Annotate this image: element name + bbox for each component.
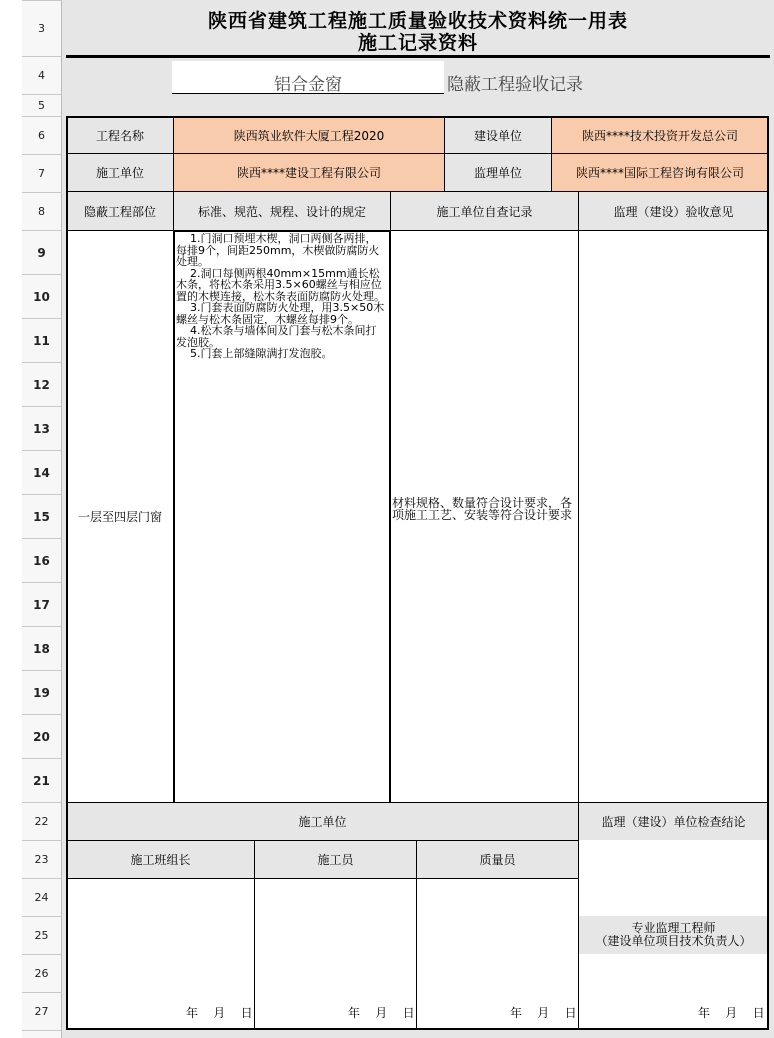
col-header-standard: 标准、规范、规程、设计的规定: [173, 191, 391, 231]
row-number[interactable]: 11: [22, 318, 62, 362]
date-day: 日: [752, 1006, 765, 1020]
subtitle-suffix: 隐蔽工程验收记录: [447, 75, 583, 95]
title-underline: [66, 55, 770, 58]
row-number[interactable]: 14: [22, 450, 62, 494]
standard-item: 1.门洞口预埋木楔，洞口两侧各两排，每排9个，间距250mm，木楔做防腐防火处理。: [176, 232, 380, 268]
project-name-label: 工程名称: [66, 116, 174, 154]
contractor-value[interactable]: 陕西****建设工程有限公司: [173, 153, 445, 192]
row-header-column: [0, 0, 62, 1038]
form-outer-frame: [66, 116, 769, 1030]
row-number[interactable]: 26: [22, 954, 62, 992]
col-header-opinion: 监理（建设）验收意见: [578, 191, 769, 231]
row-number[interactable]: 5: [22, 94, 62, 116]
row-number[interactable]: 22: [22, 802, 62, 840]
row-number[interactable]: 8: [22, 192, 62, 230]
row-number[interactable]: 17: [22, 582, 62, 626]
row-number-partial: [22, 1030, 62, 1038]
row-number[interactable]: 23: [22, 840, 62, 878]
row-number[interactable]: 25: [22, 916, 62, 954]
sign-supervisor-header: 监理（建设）单位检查结论: [578, 802, 769, 841]
standard-item: 3.门套表面防腐防火处理，用3.5×50木螺丝与松木条固定，木螺丝每排9个。: [176, 301, 385, 326]
owner-label: 建设单位: [444, 116, 552, 154]
col-header-selfcheck: 施工单位自查记录: [390, 191, 579, 231]
selfcheck-value: 材料规格、数量符合设计要求，各项施工工艺、安装等符合设计要求: [392, 496, 573, 522]
col-header-part: 隐蔽工程部位: [66, 191, 174, 231]
standard-item: 5.门套上部缝隙满打发泡胶。: [190, 347, 333, 360]
date-month: 月: [375, 1006, 388, 1020]
form-subtitle: 施工记录资料: [357, 32, 478, 54]
owner-value[interactable]: 陕西****技术投资开发总公司: [551, 116, 769, 154]
standard-item: 2.洞口每侧两根40mm×15mm通长松木条，将松木条采用3.5×60螺丝与相应位置的木楔连接，松木条表面防腐防火处理。: [176, 266, 385, 303]
row-number[interactable]: 18: [22, 626, 62, 670]
form-title: 陕西省建筑工程施工质量验收技术资料统一用表: [207, 10, 628, 32]
row-number[interactable]: 21: [22, 758, 62, 802]
date-month: 月: [725, 1006, 738, 1020]
engineer-title: 专业监理工程师: [631, 921, 716, 935]
supervisor-label: 监理单位: [444, 153, 552, 192]
row-number[interactable]: 12: [22, 362, 62, 406]
row-number[interactable]: 3: [22, 0, 62, 56]
supervisor-value[interactable]: 陕西****国际工程咨询有限公司: [551, 153, 769, 192]
row-number[interactable]: 6: [22, 116, 62, 154]
date-year: 年: [348, 1006, 361, 1020]
date-day: 日: [564, 1006, 577, 1020]
sign-contractor-header: 施工单位: [66, 802, 579, 841]
subtitle-name: 铝合金窗: [274, 75, 342, 95]
date-day: 日: [240, 1006, 253, 1020]
row-number[interactable]: 15: [22, 494, 62, 538]
row-number[interactable]: 10: [22, 274, 62, 318]
row-number[interactable]: 7: [22, 154, 62, 192]
standard-item: 4.松木条与墙体间及门套与松木条间打发泡胶。: [176, 324, 377, 349]
row-number[interactable]: 16: [22, 538, 62, 582]
date-year: 年: [698, 1006, 711, 1020]
date-month: 月: [537, 1006, 550, 1020]
row-number[interactable]: 19: [22, 670, 62, 714]
date-month: 月: [213, 1006, 226, 1020]
row-number[interactable]: 9: [22, 230, 62, 274]
worker-label: 施工员: [254, 840, 417, 879]
row-number[interactable]: 13: [22, 406, 62, 450]
row-number[interactable]: 24: [22, 878, 62, 916]
quality-label: 质量员: [416, 840, 579, 879]
date-year: 年: [510, 1006, 523, 1020]
row-number[interactable]: 20: [22, 714, 62, 758]
hidden-part-value: 一层至四层门窗: [77, 510, 162, 524]
team-leader-label: 施工班组长: [66, 840, 255, 879]
contractor-label: 施工单位: [66, 153, 174, 192]
date-year: 年: [186, 1006, 199, 1020]
engineer-subtitle: （建设单位项目技术负责人）: [595, 934, 752, 948]
row-number[interactable]: 27: [22, 992, 62, 1030]
project-name-value[interactable]: 陕西筑业软件大厦工程2020: [173, 116, 445, 154]
row-number[interactable]: 4: [22, 56, 62, 94]
date-day: 日: [402, 1006, 415, 1020]
